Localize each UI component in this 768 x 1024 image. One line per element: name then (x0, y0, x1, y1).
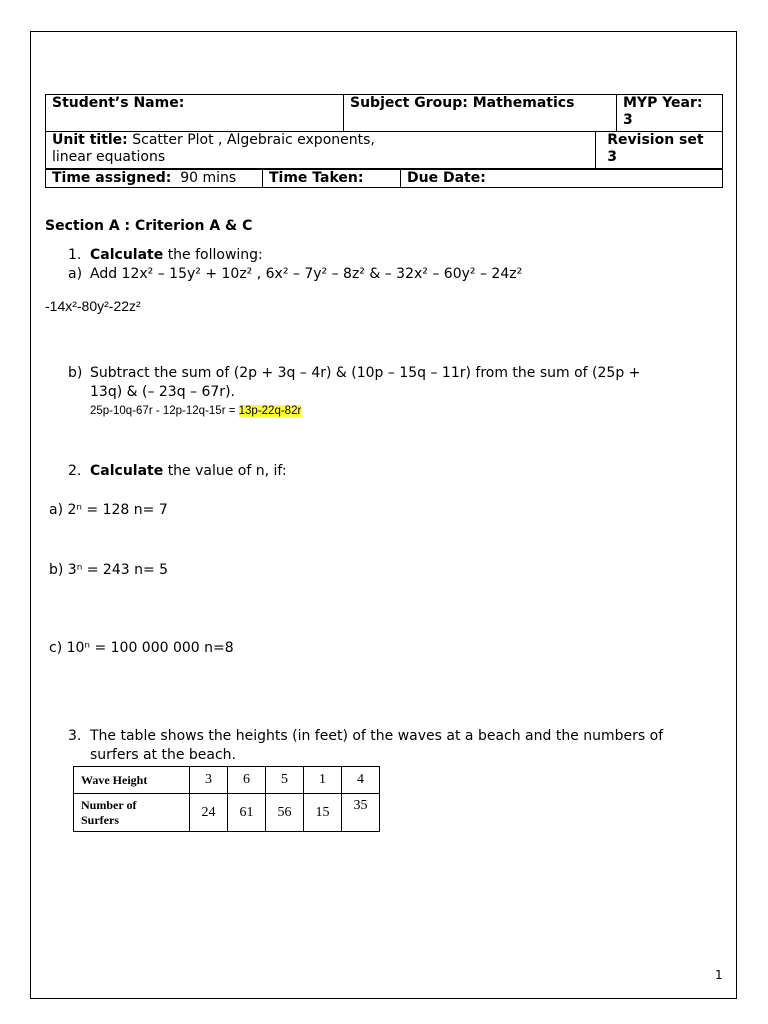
q2-number: 2. (68, 463, 82, 479)
q1-rest: the following: (167, 247, 263, 263)
table-row (74, 767, 380, 794)
q1b-text-line1: Subtract the sum of (2p + 3q – 4r) & (10p – 15q – 11r) from the sum of (25p + (90, 365, 641, 381)
q2c: c) 10ⁿ = 100 000 000 n=8 (49, 640, 234, 656)
wave-table (73, 766, 380, 832)
myp-year-cell (617, 95, 723, 132)
q1a-text: Add 12x² – 15y² + 10z² , 6x² – 7y² – 8z² & – 32x² – 60y² – 24z² (90, 266, 523, 282)
q3-number: 3. (68, 728, 82, 744)
q2-heading (90, 463, 287, 479)
q1b-work-line (90, 405, 301, 417)
time-table (45, 169, 723, 188)
header-table (45, 94, 723, 169)
q2-rest: the value of n, if: (167, 463, 287, 479)
subject-group-label: Subject Group: Mathematics (350, 95, 575, 111)
wave-height-cell: 6 (228, 767, 266, 794)
myp-year-value: 3 (623, 112, 633, 128)
surfers-label-line1: Number of (81, 797, 137, 812)
subject-group-cell (344, 95, 617, 132)
due-date-label: Due Date: (407, 170, 486, 186)
time-assigned-value: 90 mins (180, 170, 237, 186)
q1-bold: Calculate (90, 247, 164, 263)
q3-text-line1: The table shows the heights (in feet) of the waves at a beach and the numbers of (90, 728, 664, 744)
surfers-cell: 35 (342, 794, 380, 832)
q2b: b) 3ⁿ = 243 n= 5 (49, 562, 169, 578)
student-name-cell (46, 95, 344, 132)
surfers-cell: 24 (190, 794, 228, 832)
time-taken-cell (263, 170, 401, 188)
table-row (74, 794, 380, 832)
q1-number: 1. (68, 247, 82, 263)
q2-bold: Calculate (90, 463, 164, 479)
wave-height-label: Wave Height (74, 767, 190, 794)
q1b-label: b) (68, 365, 83, 381)
wave-height-cell: 5 (266, 767, 304, 794)
surfers-cell: 61 (228, 794, 266, 832)
q1b-work: 25p-10q-67r - 12p-12q-15r = (90, 405, 239, 417)
page-number: 1 (715, 968, 723, 982)
revision-set-cell (596, 132, 723, 169)
unit-title-label: Unit title: (52, 132, 128, 148)
time-assigned-label: Time assigned: (52, 170, 172, 186)
surfers-label-line2: Surfers (81, 812, 119, 827)
q1b-answer-highlight: 13p-22q-82r (238, 405, 302, 417)
q1-heading (90, 247, 263, 263)
q1a-label: a) (68, 266, 83, 282)
section-title: Section A : Criterion A & C (45, 218, 253, 234)
q1a-answer: -14x²-80y²-22z² (45, 298, 141, 314)
wave-height-cell: 3 (190, 767, 228, 794)
q1b-text-line2: 13q) & (– 23q – 67r). (90, 384, 235, 400)
surfers-label (74, 794, 190, 832)
time-assigned-cell (46, 170, 263, 188)
student-name-label: Student’s Name: (52, 95, 185, 111)
q2a: a) 2ⁿ = 128 n= 7 (49, 502, 168, 518)
surfers-cell: 56 (266, 794, 304, 832)
due-date-cell (401, 170, 723, 188)
unit-title-value: Scatter Plot , Algebraic exponents, (132, 132, 375, 148)
surfers-cell: 15 (304, 794, 342, 832)
myp-year-label: MYP Year: (623, 95, 703, 111)
revision-set-label: Revision set 3 (607, 132, 704, 165)
q3-text-line2: surfers at the beach. (90, 747, 237, 763)
time-taken-label: Time Taken: (269, 170, 364, 186)
wave-height-cell: 4 (342, 767, 380, 794)
unit-title-cell (46, 132, 596, 169)
wave-height-cell: 1 (304, 767, 342, 794)
unit-title-value-2: linear equations (52, 149, 166, 165)
